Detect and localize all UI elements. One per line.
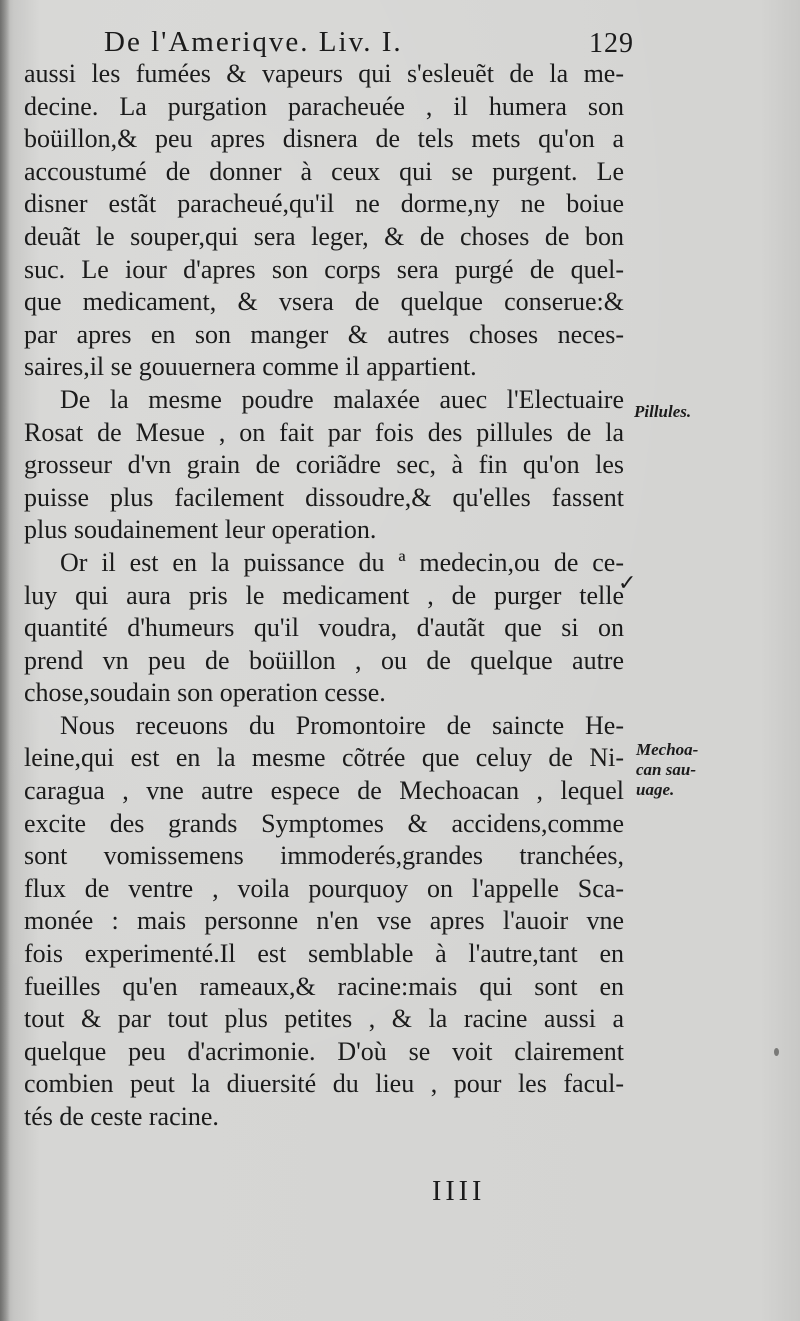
text-line: que medicament, & vsera de quelque conserue:&: [24, 287, 624, 317]
text-line: prend vn peu de boüillon , ou de quelque autre: [24, 645, 624, 675]
text-line: disner estãt paracheué,qu'il ne dorme,ny ne boiue: [24, 189, 624, 219]
running-title: De l'Ameriqve. Liv. I.: [104, 26, 403, 58]
text-line: plus soudainement leur operation.: [24, 515, 377, 545]
page-number: 129: [589, 28, 634, 59]
margin-note-line: can sau-: [636, 760, 696, 779]
text-line: sont vomissemens immoderés,grandes tranchées,: [24, 841, 624, 871]
text-line: fueilles qu'en rameaux,& racine:mais qui sont en: [24, 971, 624, 1001]
margin-note-pillules: [634, 402, 691, 422]
text-line: flux de ventre , voila pourquoy on l'appelle Sca-: [24, 873, 624, 903]
text-line: luy qui aura pris le medicament , de purger telle: [24, 580, 624, 610]
text-line: Nous receuons du Promontoire de saincte He-: [60, 710, 624, 740]
text-line: suc. Le iour d'apres son corps sera purgé de quel-: [24, 254, 624, 284]
text-line: quelque peu d'acrimonie. D'où se voit clairement: [24, 1036, 624, 1066]
paper-speck: [774, 1048, 779, 1056]
text-line: tés de ceste racine.: [24, 1102, 219, 1131]
text-line: boüillon,& peu apres disnera de tels mets qu'on a: [24, 124, 624, 154]
text-line: excite des grands Symptomes & accidens,comme: [24, 808, 624, 838]
text-line: deuãt le souper,qui sera leger, & de choses de bon: [24, 221, 624, 251]
text-line: monée : mais personne n'en vse apres l'auoir vne: [24, 906, 624, 936]
margin-note-line: uage.: [636, 780, 675, 799]
margin-note-line: Mechoa-: [636, 740, 699, 759]
page-header: [104, 22, 634, 62]
text-line: tout & par tout plus petites , & la racine aussi a: [24, 1004, 624, 1034]
text-line: fois experimenté.Il est semblable à l'autre,tant en: [24, 939, 624, 969]
signature-mark: IIII: [432, 1176, 486, 1207]
text-line: chose,soudain son operation cesse.: [24, 678, 386, 708]
page-gutter-shadow: [0, 0, 10, 1321]
body-text: [24, 58, 624, 1134]
text-line: De la mesme poudre malaxée auec l'Electuaire: [60, 384, 624, 414]
margin-note-text: Pillules.: [634, 402, 692, 421]
text-line: accoustumé de donner à ceux qui se purgent. Le: [24, 156, 624, 186]
footnote-mark: ✓: [618, 570, 637, 595]
text-line: combien peut la diuersité du lieu , pour les facul-: [24, 1069, 624, 1099]
text-line: caragua , vne autre espece de Mechoacan , lequel: [24, 776, 624, 806]
text-line: leine,qui est en la mesme cõtrée que celuy de Ni-: [24, 743, 624, 773]
text-line: saires,il se gouuernera comme il appartient.: [24, 352, 477, 382]
text-line: Or il est en la puissance du ª medecin,ou de ce-: [60, 547, 624, 577]
text-line: quantité d'humeurs qu'il voudra, d'autãt que si on: [24, 613, 624, 643]
text-line: puisse plus facilement dissoudre,& qu'elles fassent: [24, 482, 624, 512]
text-line: par apres en son manger & autres choses neces-: [24, 319, 624, 349]
text-line: Rosat de Mesue , on fait par fois des pillules de la: [24, 417, 624, 447]
text-line: aussi les fumées & vapeurs qui s'esleuẽt de la me-: [24, 59, 624, 88]
margin-note-mechoacan: [636, 740, 698, 800]
text-line: decine. La purgation paracheuée , il humera son: [24, 91, 624, 121]
text-line: grosseur d'vn grain de coriãdre sec, à fin qu'on les: [24, 450, 624, 480]
